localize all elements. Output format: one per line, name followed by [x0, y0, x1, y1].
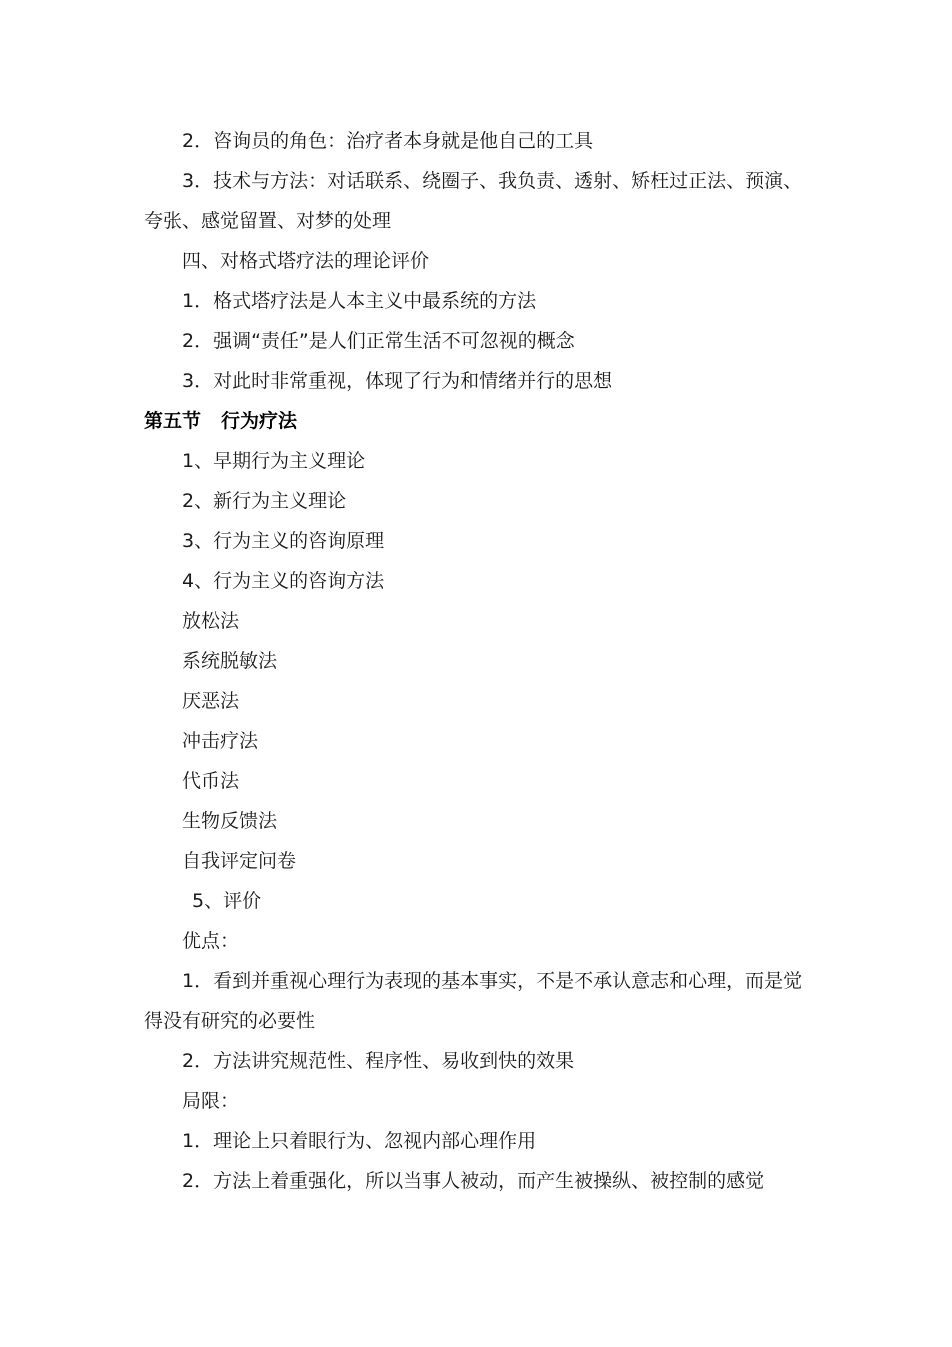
limitation-item: 1．理论上只着眼行为、忽视内部心理作用 [182, 1130, 537, 1152]
document-body [144, 121, 816, 1201]
method-item: 系统脱敏法 [182, 650, 278, 672]
text-line: 2．咨询员的角色：治疗者本身就是他自己的工具 [182, 130, 594, 152]
method-item: 冲击疗法 [182, 730, 259, 752]
method-item: 生物反馈法 [182, 810, 278, 832]
text-line: 2．强调“责任”是人们正常生活不可忽视的概念 [182, 330, 575, 352]
method-item: 放松法 [182, 610, 240, 632]
list-item: 1、早期行为主义理论 [182, 450, 366, 472]
list-item: 4、行为主义的咨询方法 [182, 570, 385, 592]
section-number: 第五节 [144, 410, 202, 432]
advantage-item: 1．看到并重视心理行为表现的基本事实，不是不承认意志和心理，而是觉得没有研究的必要性 [144, 970, 803, 1032]
text-line: 3．对此时非常重视，体现了行为和情绪并行的思想 [182, 370, 613, 392]
text-paragraph: 3．技术与方法：对话联系、绕圈子、我负责、透射、矫枉过正法、预演、夸张、感觉留置、对梦的处理 [144, 170, 803, 232]
limitation-item: 2．方法上着重强化，所以当事人被动，而产生被操纵、被控制的感觉 [182, 1170, 765, 1192]
limitations-label: 局限： [182, 1090, 240, 1112]
section-heading [144, 401, 816, 441]
evaluation-title: 5、评价 [192, 890, 262, 912]
section-title: 行为疗法 [221, 410, 298, 432]
method-item: 厌恶法 [182, 690, 240, 712]
advantage-item: 2．方法讲究规范性、程序性、易收到快的效果 [182, 1050, 575, 1072]
list-item: 3、行为主义的咨询原理 [182, 530, 385, 552]
advantages-label: 优点： [182, 930, 240, 952]
text-line: 1．格式塔疗法是人本主义中最系统的方法 [182, 290, 537, 312]
subsection-heading: 四、对格式塔疗法的理论评价 [182, 250, 430, 272]
method-item: 自我评定问卷 [182, 850, 297, 872]
method-item: 代币法 [182, 770, 240, 792]
list-item: 2、新行为主义理论 [182, 490, 347, 512]
